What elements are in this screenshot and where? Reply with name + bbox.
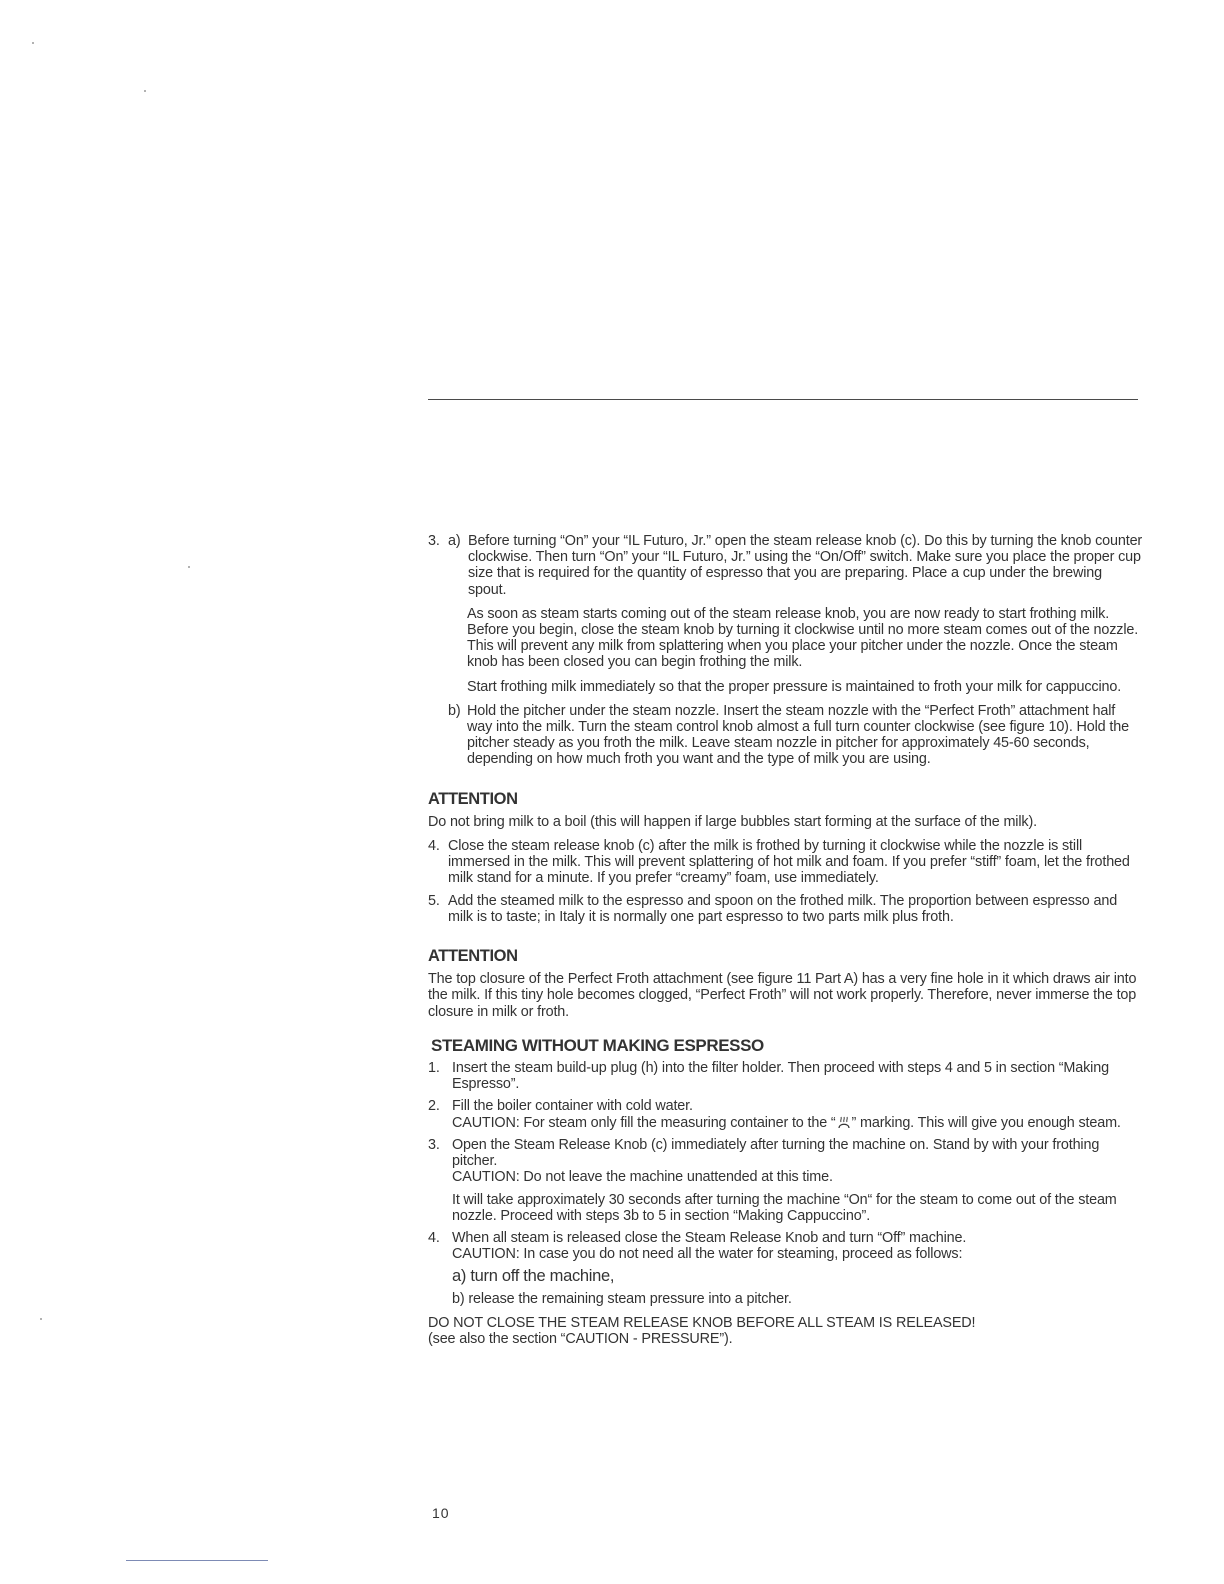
steaming-step-4-sub-b: b) release the remaining steam pressure into a pitcher. (452, 1290, 792, 1307)
step-3a (448, 533, 1144, 598)
steaming-step-3-note: It will take approximately 30 seconds after turning the machine “On“ for the steam to come out of the steam nozzle. Proceed with steps 3b to 5 in section “Making Cappuccino”. (452, 1191, 1117, 1224)
scan-speck (32, 42, 34, 44)
scan-speck (144, 90, 146, 92)
step-3a-paragraph-2: Start frothing milk immediately so that the proper pressure is maintained to froth your milk for cappuccino. (467, 678, 1122, 695)
scan-speck (188, 566, 190, 568)
page-content (428, 533, 1144, 1347)
steaming-step-3-caution: CAUTION: Do not leave the machine unattended at this time. (452, 1169, 833, 1186)
bottom-rule (126, 1560, 268, 1561)
step-5 (428, 893, 1144, 925)
caution-text-start: CAUTION: For steam only fill the measuring container to the “ (452, 1114, 836, 1131)
attention-text-1: Do not bring milk to a boil (this will happen if large bubbles start forming at the surface of the milk). (428, 813, 1037, 830)
step-4 (428, 838, 1144, 887)
steaming-heading: STEAMING WITHOUT MAKING ESPRESSO (431, 1035, 764, 1055)
step-4-number: 4. (428, 838, 440, 855)
step-3a-paragraph-1: As soon as steam starts coming out of the steam release knob, you are now ready to start frothing milk. Before you begin, close the steam knob by turning it clockwise until no more steam comes out of the nozzle. This will prevent any milk from splattering when you place your pitcher under the nozzle. Once the steam knob has been closed you can begin frothing the milk. (467, 605, 1139, 671)
steaming-step-2 (428, 1098, 1144, 1130)
step-3b-label: b) (448, 702, 461, 719)
warning-line-2: (see also the section “CAUTION - PRESSURE”). (428, 1330, 733, 1347)
caution-text-end: ” marking. This will give you enough steam. (851, 1114, 1121, 1131)
top-rule (428, 399, 1138, 400)
steaming-step-2-caution (452, 1115, 1144, 1131)
page-number: 10 (432, 1505, 450, 1521)
steaming-step-4 (428, 1230, 1144, 1307)
steaming-step-2-number: 2. (428, 1098, 440, 1115)
steaming-step-1 (428, 1060, 1144, 1092)
step-4-text: Close the steam release knob (c) after the milk is frothed by turning it clockwise while the nozzle is still immersed in the milk. This will prevent splattering of hot milk and foam. If you prefer “stiff” foam, let the frothed milk stand for a minute. If you prefer “creamy” foam, use immediately. (448, 838, 1130, 887)
warning-line-1: DO NOT CLOSE THE STEAM RELEASE KNOB BEFORE ALL STEAM IS RELEASED! (428, 1314, 976, 1331)
step-3b-text: Hold the pitcher under the steam nozzle. Insert the steam nozzle with the “Perfect Froth” attachment half way into the milk. Turn the steam control knob almost a full turn counter clockwise (see figure 10). Hold the pitcher steady as you froth the milk. Leave steam nozzle in pitcher for approximately 45-60 seconds, depending on how much froth you want and the type of milk you are using. (467, 702, 1129, 768)
attention-text-2: The top closure of the Perfect Froth attachment (see figure 11 Part A) has a very fine hole in it which draws air into the milk. If this tiny hole becomes clogged, “Perfect Froth” will not work properly. Therefore, never immerse the top closure in milk or froth. (428, 971, 1137, 1020)
steam-marking-icon (836, 1116, 852, 1129)
steaming-step-4-number: 4. (428, 1229, 440, 1246)
step-3-number: 3. (428, 533, 440, 549)
steaming-step-4-sub-a: a) turn off the machine, (452, 1267, 615, 1286)
steaming-step-1-number: 1. (428, 1060, 440, 1077)
steaming-step-3 (428, 1137, 1144, 1224)
step-3a-text: Before turning “On” your “IL Futuro, Jr.” open the steam release knob (c). Do this by turning the knob counter clockwise. Then turn “On” your “IL Futuro, Jr.” using the “On/Off” switch. Make sure you place the proper cup size that is required for the quantity of espresso that you are preparing. Place a cup under the brewing spout. (468, 533, 1143, 598)
step-5-number: 5. (428, 892, 440, 909)
steaming-steps (428, 1060, 1144, 1307)
step-3a-label: a) (448, 533, 461, 549)
steaming-step-3-text: Open the Steam Release Knob (c) immediately after turning the machine on. Stand by with your frothing pitcher. (452, 1136, 1100, 1170)
steaming-step-3-number: 3. (428, 1136, 440, 1153)
steaming-step-4-caution: CAUTION: In case you do not need all the water for steaming, proceed as follows: (452, 1246, 963, 1263)
step-3b (448, 703, 1144, 768)
attention-heading-1: ATTENTION (428, 789, 518, 808)
step-5-text: Add the steamed milk to the espresso and spoon on the frothed milk. The proportion between espresso and milk is to taste; in Italy it is normally one part espresso to two parts milk plus froth. (448, 892, 1118, 925)
attention-heading-2: ATTENTION (428, 947, 518, 966)
scan-speck (40, 1318, 42, 1320)
steaming-step-1-text: Insert the steam build-up plug (h) into the filter holder. Then proceed with steps 4 and 5 in section “Making Espresso”. (452, 1060, 1109, 1093)
step-3 (428, 533, 1144, 598)
steaming-step-2-text: Fill the boiler container with cold water. (452, 1098, 693, 1115)
steaming-step-4-text: When all steam is released close the Steam Release Knob and turn “Off” machine. (452, 1229, 967, 1246)
